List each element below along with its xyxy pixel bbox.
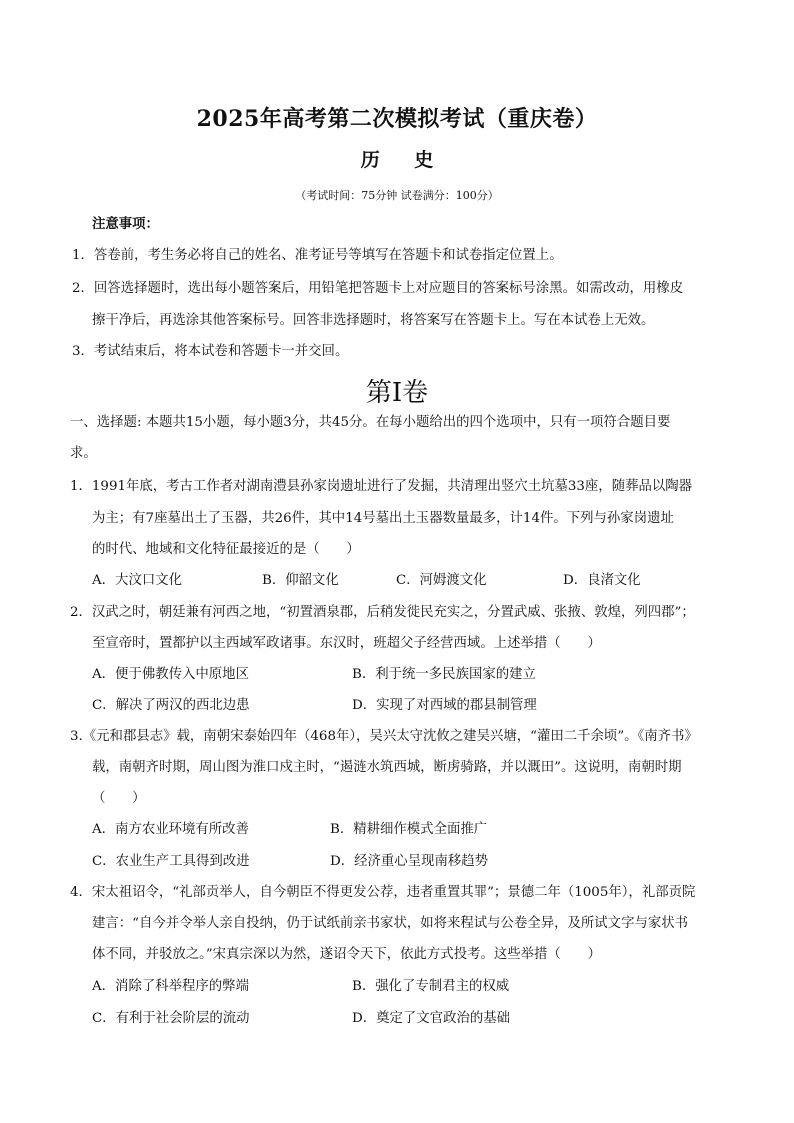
question-4-option-d: D．奠定了文官政治的基础 [352,1011,511,1026]
question-3-option-a: A．南方农业环境有所改善 [92,822,249,837]
question-2-line-2: 至宣帝时，置都护以主西域军政诸事。东汉时，班超父子经营西域。上述举措（ ） [92,636,601,651]
question-1-option-d: D．良渚文化 [563,573,641,588]
exam-meta: （考试时间：75分钟 试卷满分：100分） [295,189,499,202]
volume-heading: 第Ⅰ卷 [365,378,429,408]
notes-line-1: 1．答卷前，考生务必将自己的姓名、准考证号等填写在答题卡和试卷指定位置上。 [72,248,563,263]
exam-title: 2025年高考第二次模拟考试（重庆卷） [196,106,598,132]
question-1-line-2: 为主；有7座墓出土了玉器，共26件，其中14号墓出土玉器数量最多，计14件。下列与孙家岗遗址 [92,511,674,526]
question-1-option-a: A．大汶口文化 [92,573,183,588]
question-3-option-b: B．精耕细作模式全面推广 [330,822,488,837]
question-3-line-2: 载，南朝齐时期，周山图为淮口戍主时，“遏涟水筑西城，断虏骑路，并以溉田”。这说明，南朝时期 [92,760,682,775]
question-4-line-1: 4．宋太祖诏令，“礼部贡举人，自今朝臣不得更发公荐，违者重置其罪”；景德二年（1005年），礼部贡院 [70,885,696,900]
question-2-line-1: 2．汉武之时，朝廷兼有河西之地，“初置酒泉郡，后稍发徙民充实之，分置武威、张掖、敦煌，列四郡”； [70,605,695,620]
question-1-option-b: B．仰韶文化 [262,573,339,588]
question-1-line-3: 的时代、地域和文化特征最接近的是（ ） [92,542,360,557]
question-3-option-c: C．农业生产工具得到改进 [92,854,250,869]
question-2-option-d: D．实现了对西域的郡县制管理 [352,698,537,713]
notes-line-2: 2．回答选择题时，选出每小题答案后，用铅笔把答题卡上对应题目的答案标号涂黑。如需改动，用橡皮 [72,281,684,296]
notes-line-3: 3．考试结束后，将本试卷和答题卡一并交回。 [72,344,349,359]
question-4-line-2: 建言：“自今并令举人亲自投纳，仍于试纸前亲书家状，如将来程试与公卷全异，及所试文字与家状书 [92,916,689,931]
notes-line-2-cont: 擦干净后，再选涂其他答案标号。回答非选择题时，将答案写在答题卡上。写在本试卷上无效。 [92,313,655,328]
question-3-option-d: D．经济重心呈现南移趋势 [330,854,489,869]
question-4-line-3: 体不同，并驳放之。”宋真宗深以为然，遂诏令天下，依此方式投考。这些举措（ ） [92,947,601,962]
question-4-option-c: C．有利于社会阶层的流动 [92,1011,250,1026]
notes-heading: 注意事项： [92,216,159,232]
section-instructions: 一、选择题: 本题共15小题，每小题3分，共45分。在每小题给出的四个选项中，只有一项符合题目要 [70,415,671,430]
subject-title: 历 史 [360,149,448,171]
question-4-option-b: B．强化了专制君主的权威 [352,979,510,994]
question-2-option-b: B．利于统一多民族国家的建立 [352,667,536,682]
question-2-option-a: A．便于佛教传入中原地区 [92,667,249,682]
question-1-option-c: C．河姆渡文化 [396,573,487,588]
question-2-option-c: C．解决了两汉的西北边患 [92,698,250,713]
section-instructions-cont: 求。 [70,446,97,461]
question-1-line-1: 1．1991年底，考古工作者对湖南澧县孙家岗遗址进行了发掘，共清理出竖穴土坑墓33座，随葬品以陶器 [70,479,693,494]
question-3-line-3: （ ） [92,791,146,806]
question-3-line-1: 3.《元和郡县志》载，南朝宋泰始四年（468年），吴兴太守沈攸之建吴兴塘，“灌田二千余顷”。《南齐书》 [70,729,698,744]
question-4-option-a: A．消除了科举程序的弊端 [92,979,249,994]
